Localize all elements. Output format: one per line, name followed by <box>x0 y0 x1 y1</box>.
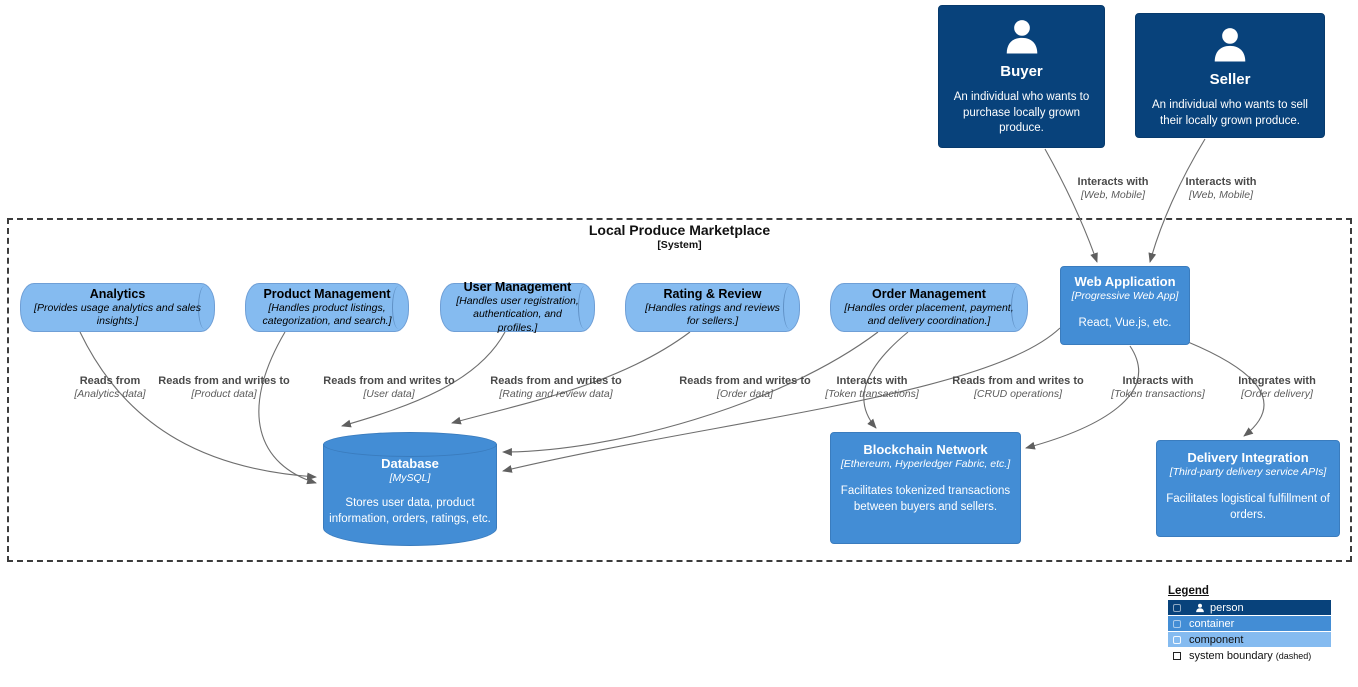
container-description: Facilitates logistical fulfillment of orders. <box>1166 493 1330 521</box>
rel-technology: [Web, Mobile] <box>1081 189 1145 201</box>
component-subtitle: [Handles product listings, categorization, and search.] <box>262 301 392 327</box>
rel-technology: [Order data] <box>716 388 774 400</box>
legend-row-container <box>1168 616 1331 631</box>
rel-text: Interacts with <box>836 375 908 387</box>
database-cylinder-top <box>323 432 497 457</box>
container-title: Database <box>381 456 439 471</box>
rel-technology: [CRUD operations] <box>973 388 1063 400</box>
container-subtitle: [Third-party delivery service APIs] <box>1169 466 1327 478</box>
rel-text: Reads from and writes to <box>323 375 455 387</box>
person-buyer <box>938 5 1105 148</box>
edge-order-db <box>503 332 878 452</box>
person-icon <box>1195 603 1205 613</box>
component-title: Rating & Review <box>663 286 762 301</box>
rel-text: Reads from and writes to <box>490 375 622 387</box>
system-boundary-title <box>7 222 1352 251</box>
rel-text: Reads from and writes to <box>158 375 290 387</box>
person-icon <box>1210 26 1250 69</box>
edge-analytics-db <box>80 332 316 477</box>
legend-box-icon <box>1173 636 1181 644</box>
rel-text: Interacts with <box>1077 176 1149 188</box>
container-subtitle: [MySQL] <box>389 472 431 484</box>
legend-row-system-boundary <box>1168 648 1331 663</box>
edge-webapp-blockchain <box>1026 346 1139 448</box>
component-subtitle: [Provides usage analytics and sales insights.] <box>34 301 201 327</box>
container-delivery-integration <box>1156 440 1340 537</box>
person-description: An individual who wants to purchase locally grown produce. <box>953 91 1090 135</box>
rel-text: Reads from and writes to <box>952 375 1084 387</box>
component-title: User Management <box>463 280 572 295</box>
boundary-type: [System] <box>657 239 702 251</box>
edge-product-db <box>259 332 316 483</box>
legend-row-component <box>1168 632 1331 647</box>
container-database <box>323 432 497 546</box>
component-user-management <box>440 280 595 334</box>
rel-text: Interacts with <box>1185 176 1257 188</box>
legend <box>1168 585 1331 664</box>
component-rating-review <box>625 283 800 332</box>
container-subtitle: [Ethereum, Hyperledger Fabric, etc.] <box>840 458 1011 470</box>
person-title: Buyer <box>1000 63 1043 80</box>
component-subtitle: [Handles ratings and reviews for sellers.] <box>645 301 780 327</box>
component-order-management <box>830 283 1028 332</box>
rel-technology: [Analytics data] <box>74 388 146 400</box>
container-web-application <box>1060 266 1190 345</box>
person-description: An individual who wants to sell their locally grown produce. <box>1152 99 1308 127</box>
person-title: Seller <box>1209 71 1251 88</box>
rel-text: Reads from <box>79 375 141 387</box>
component-title: Order Management <box>872 286 986 301</box>
legend-box-icon <box>1173 604 1181 612</box>
edge-order-blockchain <box>864 332 908 428</box>
rel-technology: [Rating and review data] <box>499 388 613 400</box>
legend-row-person <box>1168 600 1331 615</box>
legend-box-icon <box>1173 620 1181 628</box>
legend-boundary-label: system boundary <box>1189 649 1273 662</box>
rel-text: Interacts with <box>1122 375 1194 387</box>
person-icon <box>1002 18 1042 61</box>
person-seller <box>1135 13 1325 138</box>
rel-technology: [Product data] <box>191 388 257 400</box>
container-title: Web Application <box>1074 274 1176 289</box>
component-product-management <box>245 283 409 332</box>
legend-boundary-note: (dashed) <box>1275 650 1312 661</box>
container-description: Facilitates tokenized transactions between buyers and sellers. <box>840 485 1011 513</box>
legend-component-label: component <box>1189 633 1244 646</box>
rel-technology: [Token transactions] <box>825 388 919 400</box>
rel-technology: [Order delivery] <box>1241 388 1313 400</box>
boundary-name: Local Produce Marketplace <box>588 222 771 238</box>
rel-text: Integrates with <box>1238 375 1316 387</box>
component-subtitle: [Handles order placement, payment, and delivery coordination.] <box>844 301 1014 327</box>
edge-rating-db <box>452 332 690 423</box>
rel-text: Reads from and writes to <box>679 375 811 387</box>
container-blockchain-network <box>830 432 1021 544</box>
container-title: Delivery Integration <box>1187 450 1309 465</box>
container-title: Blockchain Network <box>863 442 988 457</box>
container-description: React, Vue.js, etc. <box>1078 317 1172 330</box>
component-subtitle: [Handles user registration, authentication, and profiles.] <box>456 295 579 334</box>
container-description: Stores user data, product information, orders, ratings, etc. <box>329 497 491 525</box>
legend-title: Legend <box>1168 585 1209 597</box>
rel-technology: [User data] <box>363 388 415 400</box>
rel-technology: [Web, Mobile] <box>1189 189 1253 201</box>
legend-person-label: person <box>1210 601 1244 614</box>
boundary-square-icon <box>1173 652 1181 660</box>
edge-user-db <box>342 332 505 426</box>
edge-webapp-delivery <box>1188 342 1264 436</box>
legend-container-label: container <box>1189 617 1235 630</box>
container-subtitle: [Progressive Web App] <box>1071 290 1179 302</box>
rel-technology: [Token transactions] <box>1111 388 1205 400</box>
component-title: Product Management <box>263 286 391 301</box>
component-analytics <box>20 283 215 332</box>
component-title: Analytics <box>89 286 146 301</box>
